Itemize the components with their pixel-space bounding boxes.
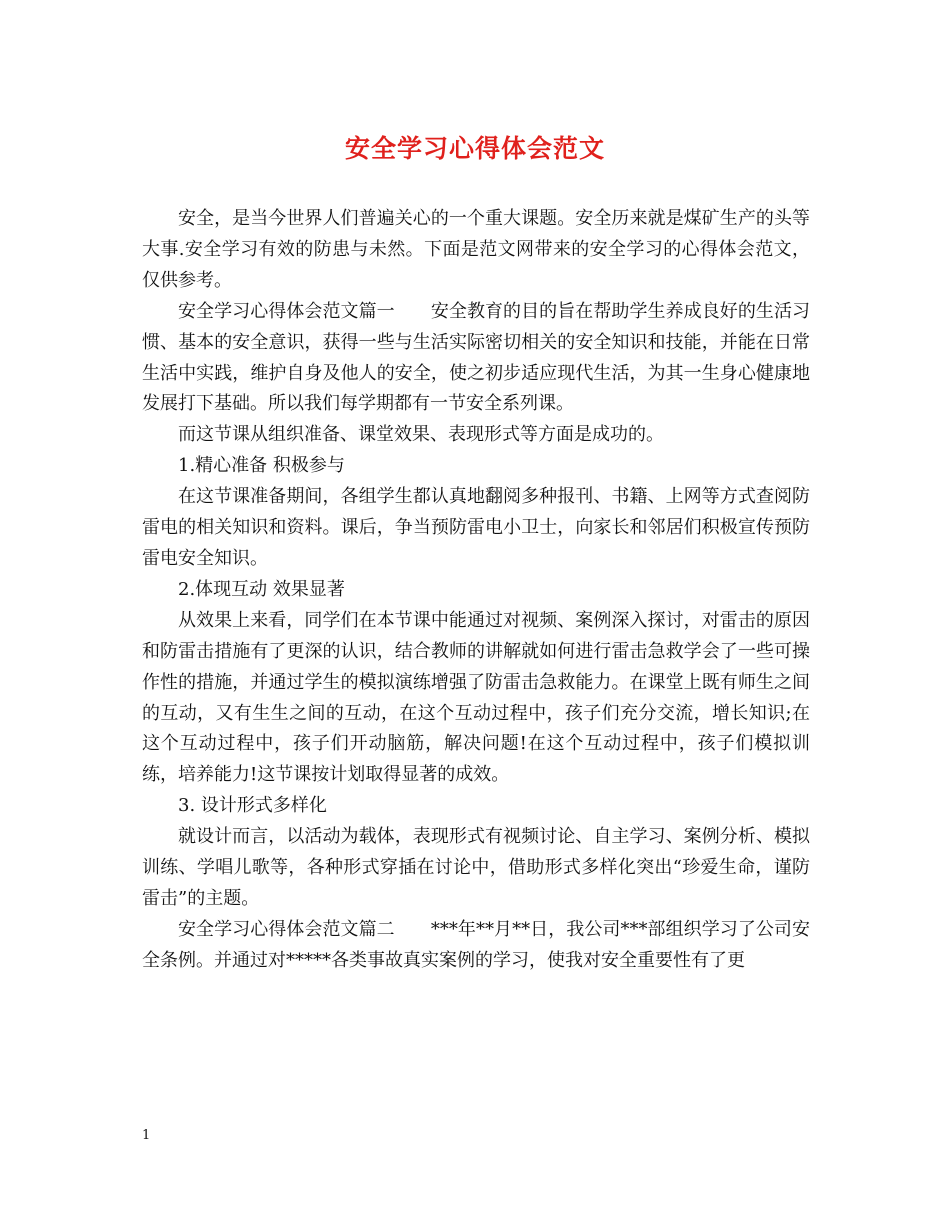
page-number: 1 bbox=[142, 1128, 151, 1143]
section-heading: 3. 设计形式多样化 bbox=[178, 795, 327, 817]
paragraph: 而这节课从组织准备、课堂效果、表现形式等方面是成功的。 bbox=[178, 424, 664, 446]
document-body bbox=[142, 204, 810, 977]
paragraph: 从效果上来看，同学们在本节课中能通过对视频、案例深入探讨，对雷击的原因和防雷击措施有了更深的认识，结合教师的讲解就如何进行雷击急救学会了一些可操作性的措施，并通过学生的模拟演练增强了防雷击急救能力。在课堂上既有师生之间的互动，又有生生之间的互动，在这个互动过程中，孩子们充分交流，增长知识;在这个互动过程中，孩子们开动脑筋，解决问题!在这个互动过程中，孩子们模拟训练，培养能力!这节课按计划取得显著的成效。 bbox=[142, 609, 810, 786]
paragraph: 安全学习心得体会范文篇一 安全教育的目的旨在帮助学生养成良好的生活习惯、基本的安全意识，获得一些与生活实际密切相关的安全知识和技能，并能在日常生活中实践，维护自身及他人的安全，使之初步适应现代生活，为其一生身心健康地发展打下基础。所以我们每学期都有一节安全系列课。 bbox=[142, 300, 810, 415]
paragraph: 安全，是当今世界人们普遍关心的一个重大课题。安全历来就是煤矿生产的头等大事.安全学习有效的防患与未然。下面是范文网带来的安全学习的心得体会范文，仅供参考。 bbox=[142, 208, 810, 291]
document-title: 安全学习心得体会范文 bbox=[344, 134, 605, 163]
section-heading: 2.体现互动 效果显著 bbox=[178, 578, 345, 600]
paragraph: 在这节课准备期间，各组学生都认真地翻阅多种报刊、书籍、上网等方式查阅防雷电的相关知识和资料。课后，争当预防雷电小卫士，向家长和邻居们积极宣传预防雷电安全知识。 bbox=[142, 486, 810, 569]
section-heading: 1.精心准备 积极参与 bbox=[178, 455, 345, 477]
paragraph: 安全学习心得体会范文篇二 ***年**月**日，我公司***部组织学习了公司安全条例。并通过对*****各类事故真实案例的学习，使我对安全重要性有了更 bbox=[142, 918, 810, 971]
paragraph: 就设计而言，以活动为载体，表现形式有视频讨论、自主学习、案例分析、模拟训练、学唱儿歌等，各种形式穿插在讨论中，借助形式多样化突出“珍爱生命，谨防雷击”的主题。 bbox=[142, 826, 810, 909]
